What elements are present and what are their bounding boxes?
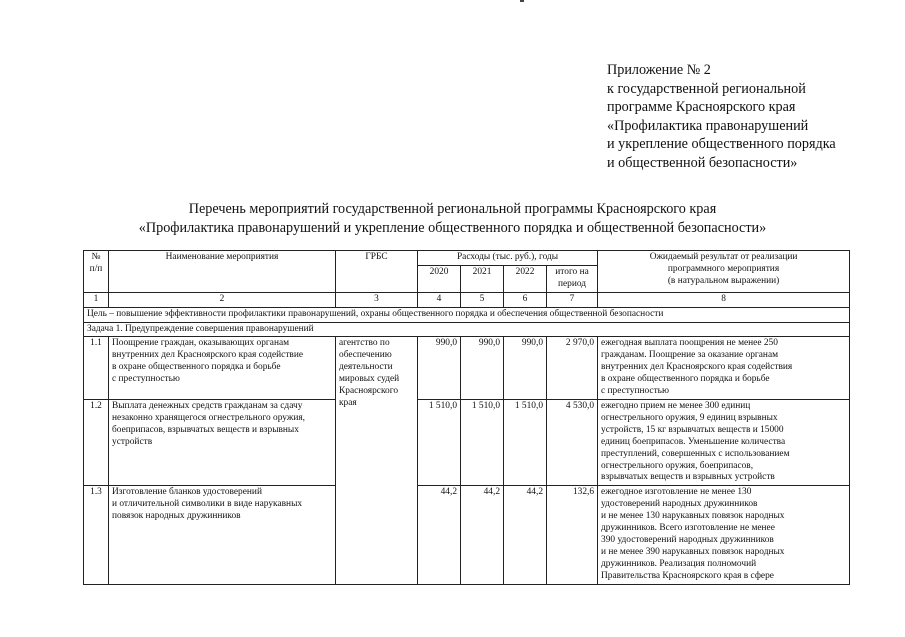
column-number: 5 [461,292,504,307]
row-total: 132,6 [547,486,598,584]
row-name: Выплата денежных средств гражданам за сдачу незаконно хранящегося огнестрельного оружия, боеприпасов, взрывчатых веществ и взрывных устройств [109,399,336,485]
measures-table [83,250,850,585]
column-number: 2 [109,292,336,307]
row-name: Поощрение граждан, оказывающих органам внутренних дел Красноярского края содействие в охране общественного порядка и борьбе с преступностью [109,337,336,400]
row-2021: 990,0 [461,337,504,400]
column-numbers-row [84,292,850,307]
row-2020: 44,2 [418,486,461,584]
row-total: 2 970,0 [547,337,598,400]
appendix-line: программе Красноярского края [607,99,796,116]
column-number: 7 [547,292,598,307]
header-year-2021: 2021 [461,265,504,292]
title-line-2: «Профилактика правонарушений и укрепление общественного порядка и общественной безопасности» [138,219,767,236]
header-num: № п/п [84,251,109,293]
row-2022: 44,2 [504,486,547,584]
appendix-line: и общественной безопасности» [607,154,798,171]
table-row [84,486,850,584]
row-num: 1.1 [84,337,109,400]
header-year-2022: 2022 [504,265,547,292]
row-result: ежегодная выплата поощрения не менее 250 гражданам. Поощрение за оказание органам внутренних дел Красноярского края содействия в охране общественного порядка и борьбе с преступностью [598,337,850,400]
row-2020: 1 510,0 [418,399,461,485]
row-2021: 1 510,0 [461,399,504,485]
column-number: 6 [504,292,547,307]
header-result: Ожидаемый результат от реализации программного мероприятия (в натуральном выражении) [598,251,850,293]
appendix-block [607,61,836,173]
row-result: ежегодно прием не менее 300 единиц огнестрельного оружия, 9 единиц взрывных устройств, 15 кг взрывчатых веществ и 15000 единиц боеприпасов. Уменьшение количества преступлений, совершенных с использованием огнестрельного оружия, боеприпасов, взрывчатых веществ и взрывных устройств [598,399,850,485]
column-number: 4 [418,292,461,307]
column-number: 1 [84,292,109,307]
header-total: итого на период [547,265,598,292]
row-num: 1.2 [84,399,109,485]
row-2022: 1 510,0 [504,399,547,485]
task-text: Задача 1. Предупреждение совершения правонарушений [84,322,850,337]
task-row [84,322,850,337]
goal-row [84,307,850,322]
appendix-line: «Профилактика правонарушений [607,117,809,134]
goal-text: Цель – повышение эффективности профилактики правонарушений, охраны общественного порядка и обеспечения общественной безопасности [84,307,850,322]
appendix-line: к государственной региональной [607,80,806,97]
header-grbs: ГРБС [336,251,418,293]
header-name: Наименование мероприятия [109,251,336,293]
table-row [84,399,850,485]
table-row [84,337,850,400]
row-2022: 990,0 [504,337,547,400]
row-total: 4 530,0 [547,399,598,485]
row-name: Изготовление бланков удостоверений и отличительной символики в виде нарукавных повязок народных дружинников [109,486,336,584]
column-number: 3 [336,292,418,307]
header-row [84,251,850,266]
appendix-line: Приложение № 2 [607,62,711,78]
header-expenses: Расходы (тыс. руб.), годы [418,251,598,266]
title-line-1: Перечень мероприятий государственной региональной программы Красноярского края [188,201,717,217]
header-year-2020: 2020 [418,265,461,292]
document-title [0,200,905,237]
row-result: ежегодное изготовление не менее 130 удостоверений народных дружинников и не менее 130 нарукавных повязок народных дружинников. Всего изготовление не менее 390 удостоверений народных дружинников и не менее 390 нарукавных повязок народных дружинников. Реализация полномочий Правительства Красноярского края в сфере [598,486,850,584]
column-number: 8 [598,292,850,307]
page-scan-mark [520,0,524,2]
row-2021: 44,2 [461,486,504,584]
row-num: 1.3 [84,486,109,584]
appendix-line: и укрепление общественного порядка [607,136,836,153]
row-grbs: агентство по обеспечению деятельности мировых судей Красноярского края [336,337,418,584]
row-2020: 990,0 [418,337,461,400]
